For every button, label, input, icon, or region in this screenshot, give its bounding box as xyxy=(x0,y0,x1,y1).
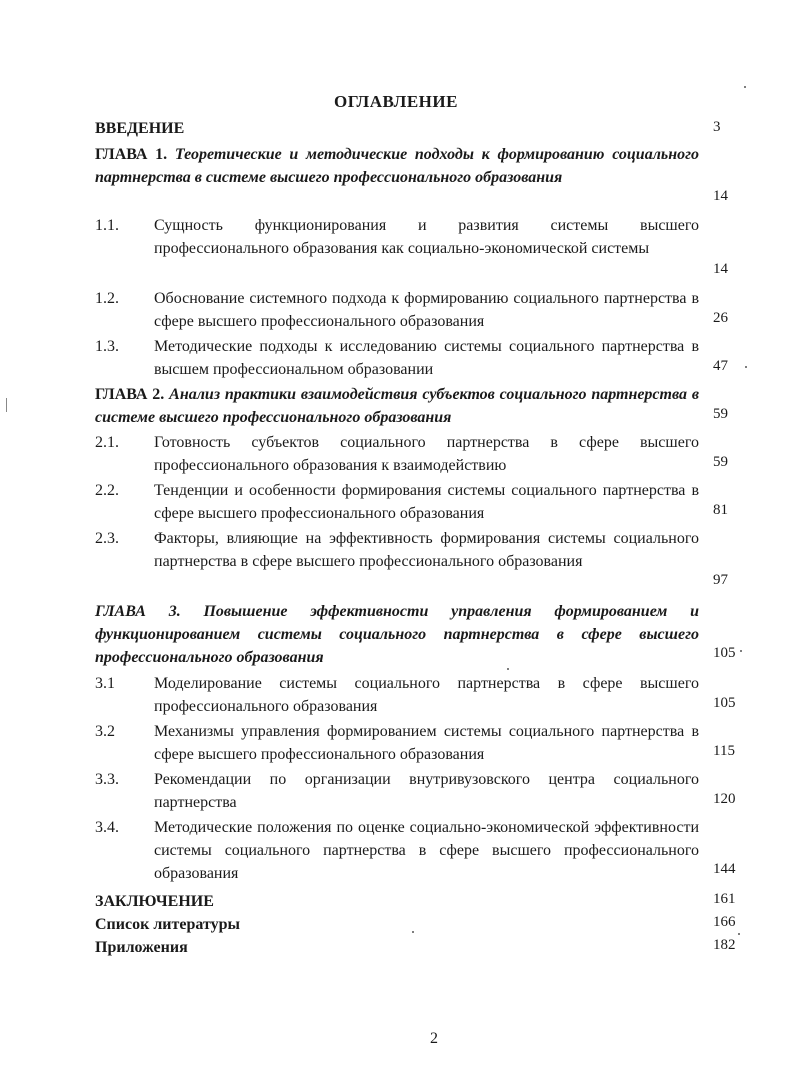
section-title: Тенденции и особенности формирования системы социального партнерства в сфере высшего профессионального образования xyxy=(154,482,699,522)
chapter-label: ГЛАВА 1. xyxy=(95,146,168,163)
scan-speck xyxy=(745,366,747,368)
section-title: Рекомендации по организации внутривузовского центра социального партнерства xyxy=(154,771,699,811)
toc-page-number: 59 xyxy=(713,406,728,422)
toc-page-number: 166 xyxy=(713,914,736,930)
toc-entry-section-3-4 xyxy=(95,816,699,885)
chapter-label: ГЛАВА 3. xyxy=(95,603,181,620)
footer-page-number: 2 xyxy=(430,1030,438,1047)
toc-entry-section-1-3 xyxy=(95,335,699,381)
toc-page-number: 47 xyxy=(713,358,728,374)
toc-page-number: 115 xyxy=(713,743,735,759)
toc-entry-section-3-1 xyxy=(95,672,699,718)
scan-speck xyxy=(738,933,740,935)
section-number: 3.2 xyxy=(95,723,115,740)
chapter-title: Анализ практики взаимодействия субъектов социального партнерства в системе высшего профессионального образования xyxy=(95,386,700,426)
toc-entry-section-2-1 xyxy=(95,431,699,477)
toc-page-number: 26 xyxy=(713,310,728,326)
toc-entry-chapter-1 xyxy=(95,143,699,189)
scan-speck xyxy=(412,931,414,933)
section-number: 3.1 xyxy=(95,675,115,692)
section-title: Готовность субъектов социального партнерства в сфере высшего профессионального образования к взаимодействию xyxy=(154,434,699,474)
toc-page-number: 3 xyxy=(713,119,721,135)
section-number: 3.3. xyxy=(95,771,119,788)
toc-entry-text xyxy=(95,143,699,189)
section-number: 2.2. xyxy=(95,482,119,499)
toc-entry-section-1-1 xyxy=(95,214,699,260)
toc-page-number: 105 xyxy=(713,645,736,661)
toc-page-number: 144 xyxy=(713,861,736,877)
toc-page-number: 81 xyxy=(713,502,728,518)
toc-entry-bibliography xyxy=(95,913,699,936)
section-title: Методические положения по оценке социально-экономической эффективности системы социального партнерства в сфере высшего профессионального образования xyxy=(154,819,699,882)
toc-entry-chapter-3 xyxy=(95,600,699,669)
toc-entry-section-2-3 xyxy=(95,527,699,573)
toc-page-number: 182 xyxy=(713,937,736,953)
toc-page-number: 59 xyxy=(713,454,728,470)
chapter-label: ГЛАВА 2. xyxy=(95,386,165,403)
toc-page-number: 97 xyxy=(713,572,728,588)
scan-speck xyxy=(507,668,509,670)
scan-artifact xyxy=(6,398,7,412)
section-number: 1.3. xyxy=(95,338,119,355)
toc-entry-chapter-2 xyxy=(95,383,699,429)
toc-entry-appendices xyxy=(95,936,699,959)
toc-entry-text xyxy=(95,383,699,429)
toc-page-number: 14 xyxy=(713,188,728,204)
section-number: 2.3. xyxy=(95,530,119,547)
chapter-title: Повышение эффективности управления формированием и функционированием системы социального партнерства в сфере высшего профессионального образования xyxy=(95,603,699,666)
toc-page-number: 161 xyxy=(713,891,736,907)
scan-speck xyxy=(744,86,746,88)
section-title: Факторы, влияющие на эффективность формирования системы социального партнерства в сфере высшего профессионального образования xyxy=(154,530,699,570)
section-title: Моделирование системы социального партнерства в сфере высшего профессионального образования xyxy=(154,675,699,715)
toc-entry-text xyxy=(95,600,699,669)
page-title: ОГЛАВЛЕНИЕ xyxy=(334,92,458,111)
toc-entry-introduction xyxy=(95,117,699,140)
section-number: 1.1. xyxy=(95,217,119,234)
section-number: 3.4. xyxy=(95,819,119,836)
toc-entry-section-1-2 xyxy=(95,287,699,333)
toc-page-number: 14 xyxy=(713,261,728,277)
section-title: Методические подходы к исследованию системы социального партнерства в высшем профессиональном образовании xyxy=(154,338,699,378)
toc-entry-label: Список литературы xyxy=(95,916,240,933)
section-title: Механизмы управления формированием системы социального партнерства в сфере высшего профессионального образования xyxy=(154,723,699,763)
chapter-title: Теоретические и методические подходы к формированию социального партнерства в системе высшего профессионального образования xyxy=(95,146,700,186)
toc-page-number: 120 xyxy=(713,791,736,807)
toc-entry-section-3-2 xyxy=(95,720,699,766)
section-title: Сущность функционирования и развития системы высшего профессионального образования как социально-экономической системы xyxy=(154,217,699,257)
toc-entry-section-3-3 xyxy=(95,768,699,814)
section-title: Обоснование системного подхода к формированию социального партнерства в сфере высшего профессионального образования xyxy=(154,290,699,330)
toc-entry-conclusion xyxy=(95,890,699,913)
scan-speck xyxy=(740,650,742,652)
toc-entry-section-2-2 xyxy=(95,479,699,525)
section-number: 2.1. xyxy=(95,434,119,451)
toc-entry-label: ВВЕДЕНИЕ xyxy=(95,120,185,137)
section-number: 1.2. xyxy=(95,290,119,307)
toc-entry-label: Приложения xyxy=(95,939,188,956)
toc-page-number: 105 xyxy=(713,695,736,711)
toc-entry-label: ЗАКЛЮЧЕНИЕ xyxy=(95,893,214,910)
